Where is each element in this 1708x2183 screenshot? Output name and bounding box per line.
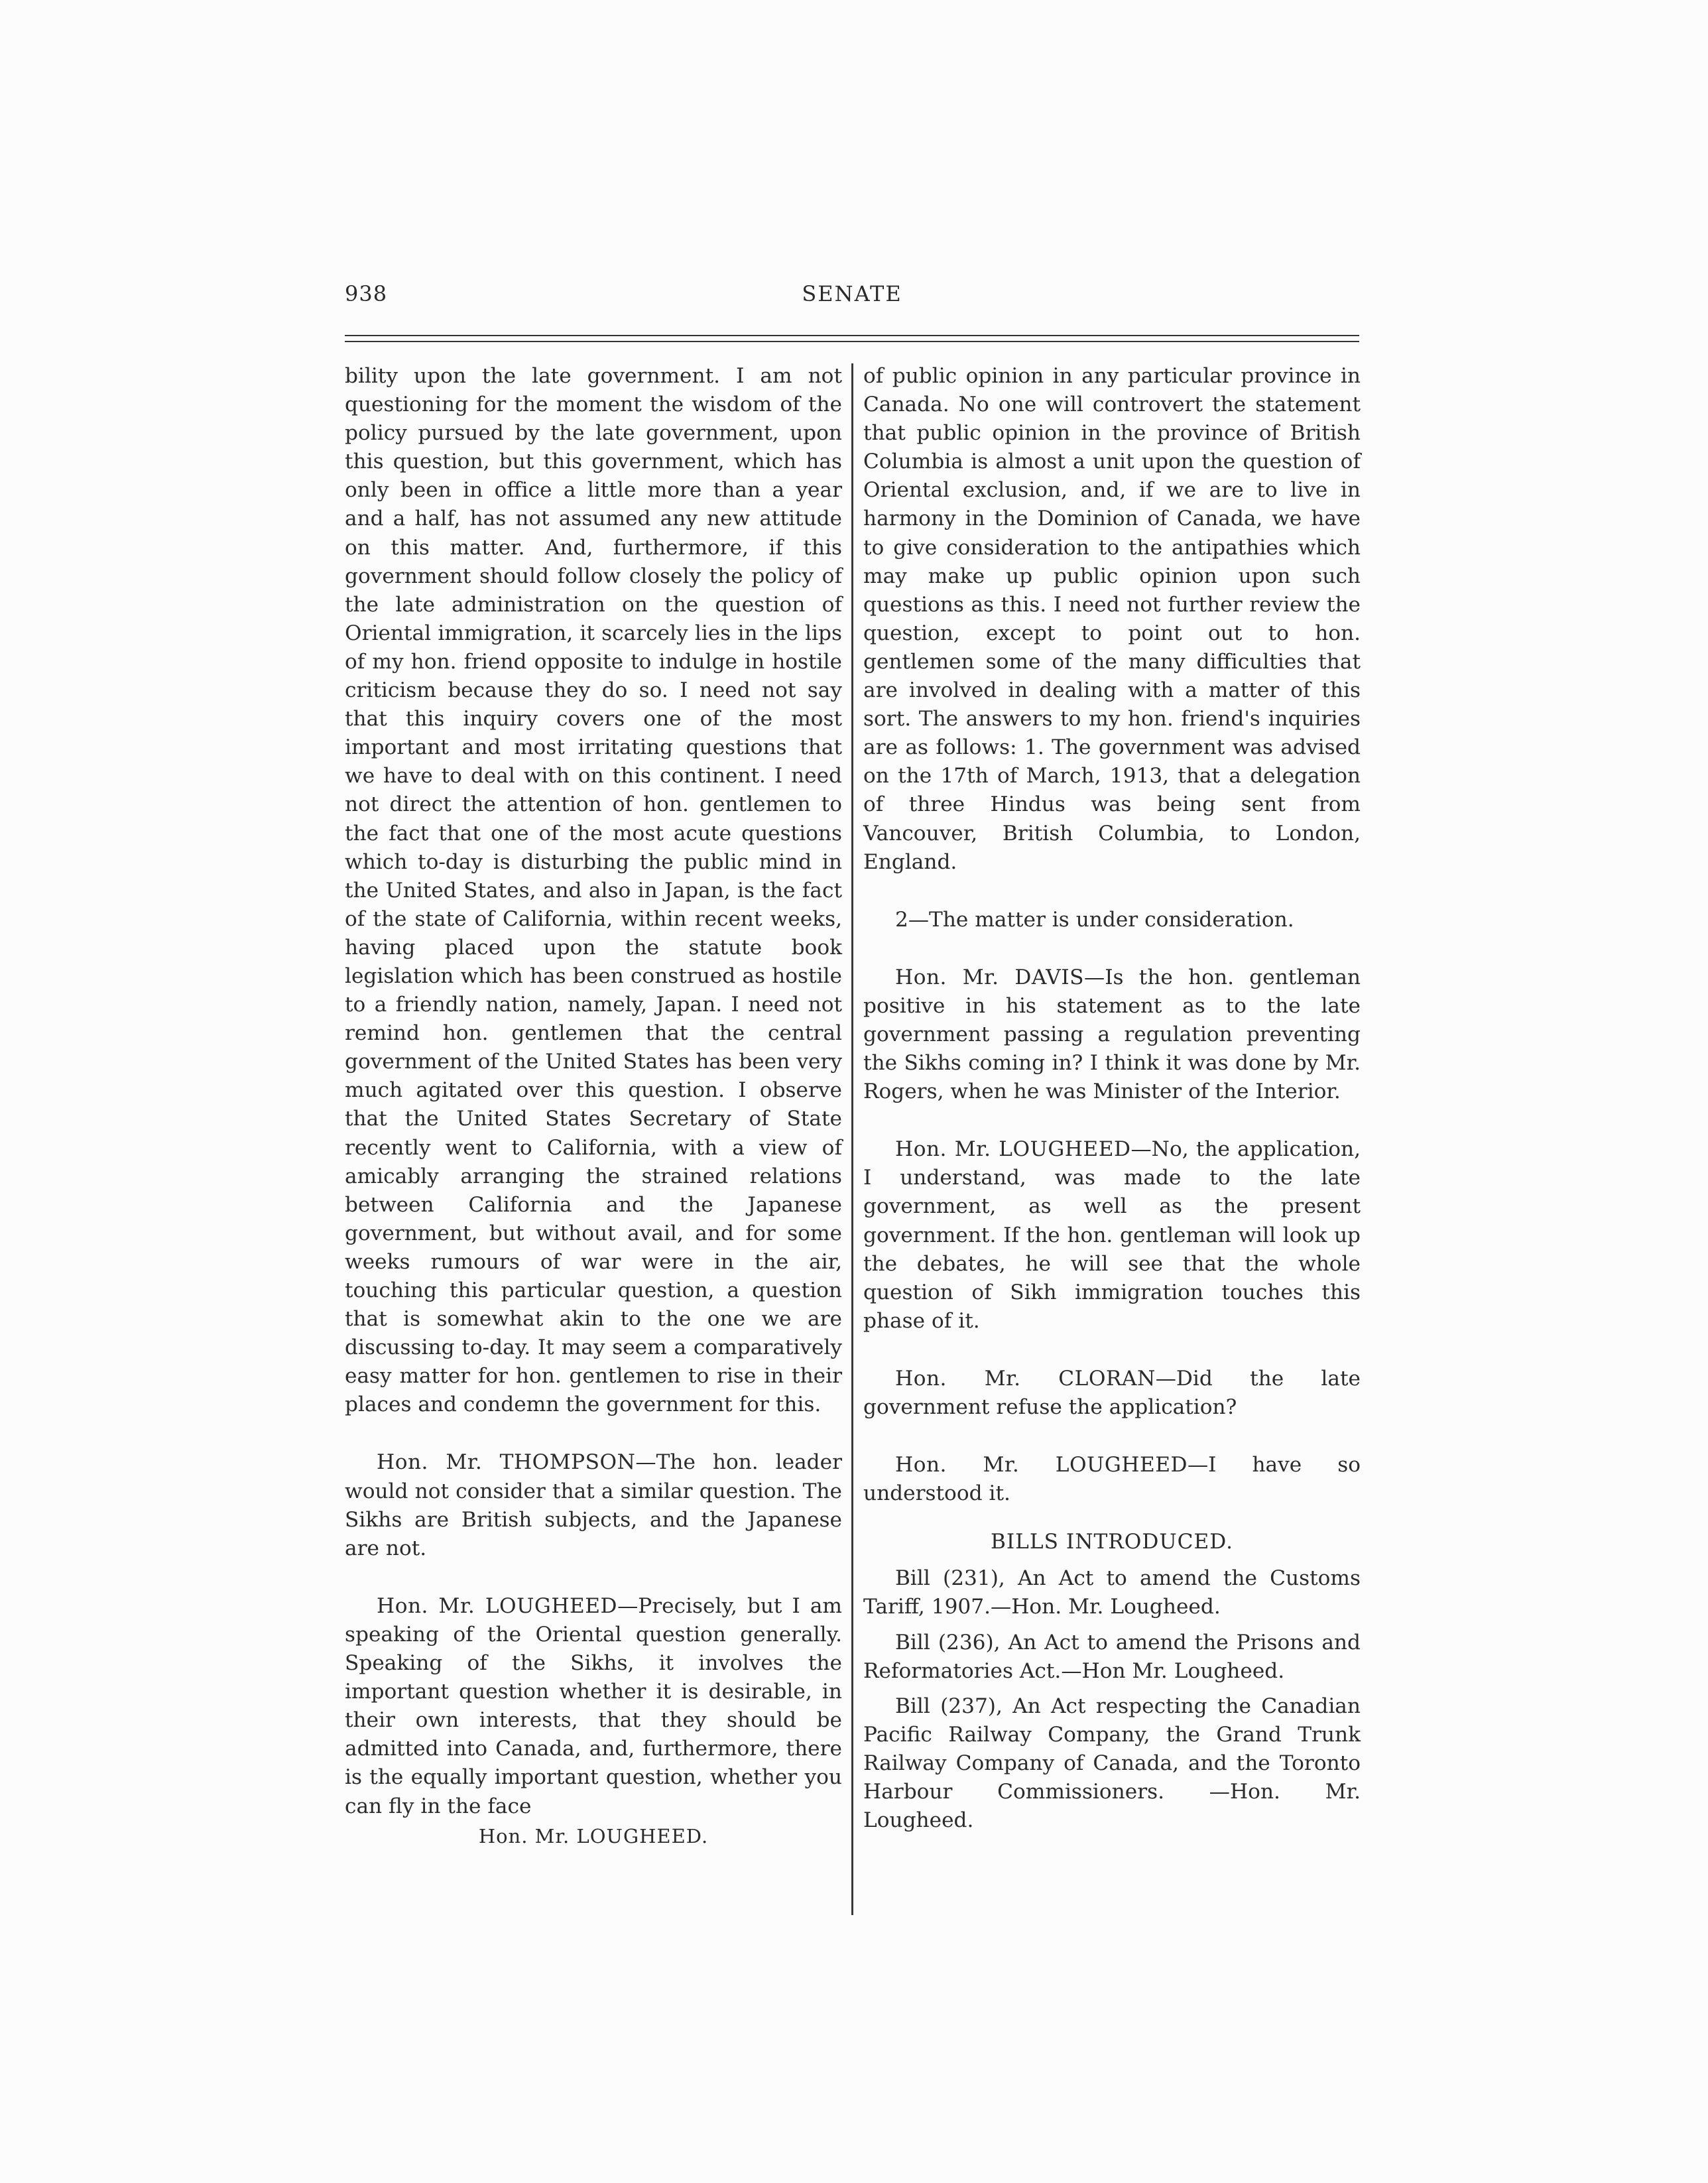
answer-two: 2—The matter is under consideration.	[895, 907, 1294, 932]
remark-text: —Is the hon. gentleman positive in his statement as to the late government passing a regulation preventing the Sikhs coming in? I think it was done by Mr. Rogers, when he was Minister of the Interior.	[863, 965, 1361, 1104]
running-title: SENATE	[802, 281, 902, 306]
left-column	[345, 362, 842, 1851]
remark-text: —I have so understood it.	[863, 1453, 1361, 1506]
thompson-remark	[345, 1448, 842, 1562]
speaker-name: Hon. Mr. LOUGHEED	[895, 1453, 1188, 1477]
remark-text: —Precisely, but I am speaking of the Oriental question generally. Speaking of the Sikhs, it involves the important question whether it is desirable, in their own interests, that they should be admitted into Canada, and, furthermore, there is the equally important question, whether you can fly in the face	[345, 1593, 842, 1818]
remark-text: —No, the application, I understand, was made to the late government, as well as the present government. If the hon. gentleman will look up the debates, he will see that the whole question of Sikh immigration touches this phase of it.	[863, 1137, 1361, 1333]
right-paragraph-continued: of public opinion in any particular province in Canada. No one will controvert the statement that public opinion in the province of British Columbia is almost a unit upon the question of Oriental exclusion, and, if we are to live in harmony in the Dominion of Canada, we have to give consideration to the antipathies which may make up public opinion upon such questions as this. I need not further review the question, except to point out to hon. gentlemen some of the many difficulties that are involved in dealing with a matter of this sort. The answers to my hon. friend's inquiries are as follows: 1. The government was advised on the 17th of March, 1913, that a delegation of three Hindus was being sent from Vancouver, British Columbia, to London, England.	[863, 364, 1361, 874]
remark-text: —The hon. leader would not consider that a similar question. The Sikhs are British subjects, and the Japanese are not.	[345, 1450, 843, 1560]
speaker-name: Hon. Mr. CLORAN	[895, 1366, 1156, 1391]
header-rule-bottom	[345, 341, 1359, 342]
right-column	[863, 362, 1361, 1835]
speaker-name: Hon. Mr. DAVIS	[895, 965, 1085, 989]
left-paragraph-continued: bility upon the late government. I am not questioning for the moment the wisdom of the policy pursued by the late government, upon this question, but this government, which has only been in office a little more than a year and a half, has not assumed any new attitude on this matter. And, furthermore, if this government should follow closely the policy of the late administration on the question of Oriental immigration, it scarcely lies in the lips of my hon. friend opposite to indulge in hostile criticism because they do so. I need not say that this inquiry covers one of the most important and most irritating questions that we have to deal with on this continent. I need not direct the attention of hon. gentlemen to the fact that one of the most acute questions which to-day is disturbing the public mind in the United States, and also in Japan, is the fact of the state of California, within recent weeks, having placed upon the statute book legislation which has been construed as hostile to a friendly nation, namely, Japan. I need not remind hon. gentlemen that the central government of the United States has been very much agitated over this question. I observe that the United States Secretary of State recently went to California, with a view of amicably arranging the strained relations between California and the Japanese government, but without avail, and for some weeks rumours of war were in the air, touching this particular question, a question that is somewhat akin to the one we are discussing to-day. It may seem a comparatively easy matter for hon. gentlemen to rise in their places and condemn the government for this.	[345, 364, 842, 1417]
cloran-remark	[863, 1365, 1361, 1422]
bill-item: Bill (236), An Act to amend the Prisons and Reformatories Act.—Hon Mr. Lougheed.	[863, 1630, 1361, 1683]
lougheed-answer	[863, 1451, 1361, 1508]
header-rule-top	[345, 335, 1359, 336]
bills-heading: BILLS INTRODUCED.	[990, 1530, 1234, 1554]
speaker-name: Hon. Mr. THOMPSON	[377, 1450, 636, 1475]
davis-remark	[863, 964, 1361, 1106]
speaker-name: Hon. Mr. LOUGHEED	[377, 1593, 618, 1618]
column-divider	[851, 363, 853, 1915]
bill-item: Bill (237), An Act respecting the Canadian Pacific Railway Company, the Grand Trunk Railway Company of Canada, and the Toronto Harbour Commissioners. —Hon. Mr. Lougheed.	[863, 1694, 1361, 1833]
page-header	[345, 281, 1359, 314]
bill-item: Bill (231), An Act to amend the Customs Tariff, 1907.—Hon. Mr. Lougheed.	[863, 1566, 1361, 1619]
speaker-name: Hon. Mr. LOUGHEED	[895, 1137, 1131, 1162]
page-footer-name: Hon. Mr. LOUGHEED.	[478, 1824, 709, 1847]
lougheed-reply	[863, 1135, 1361, 1336]
remark-text: —Did the late government refuse the application?	[863, 1366, 1361, 1419]
page-number: 938	[345, 281, 388, 306]
lougheed-remark	[345, 1592, 842, 1821]
